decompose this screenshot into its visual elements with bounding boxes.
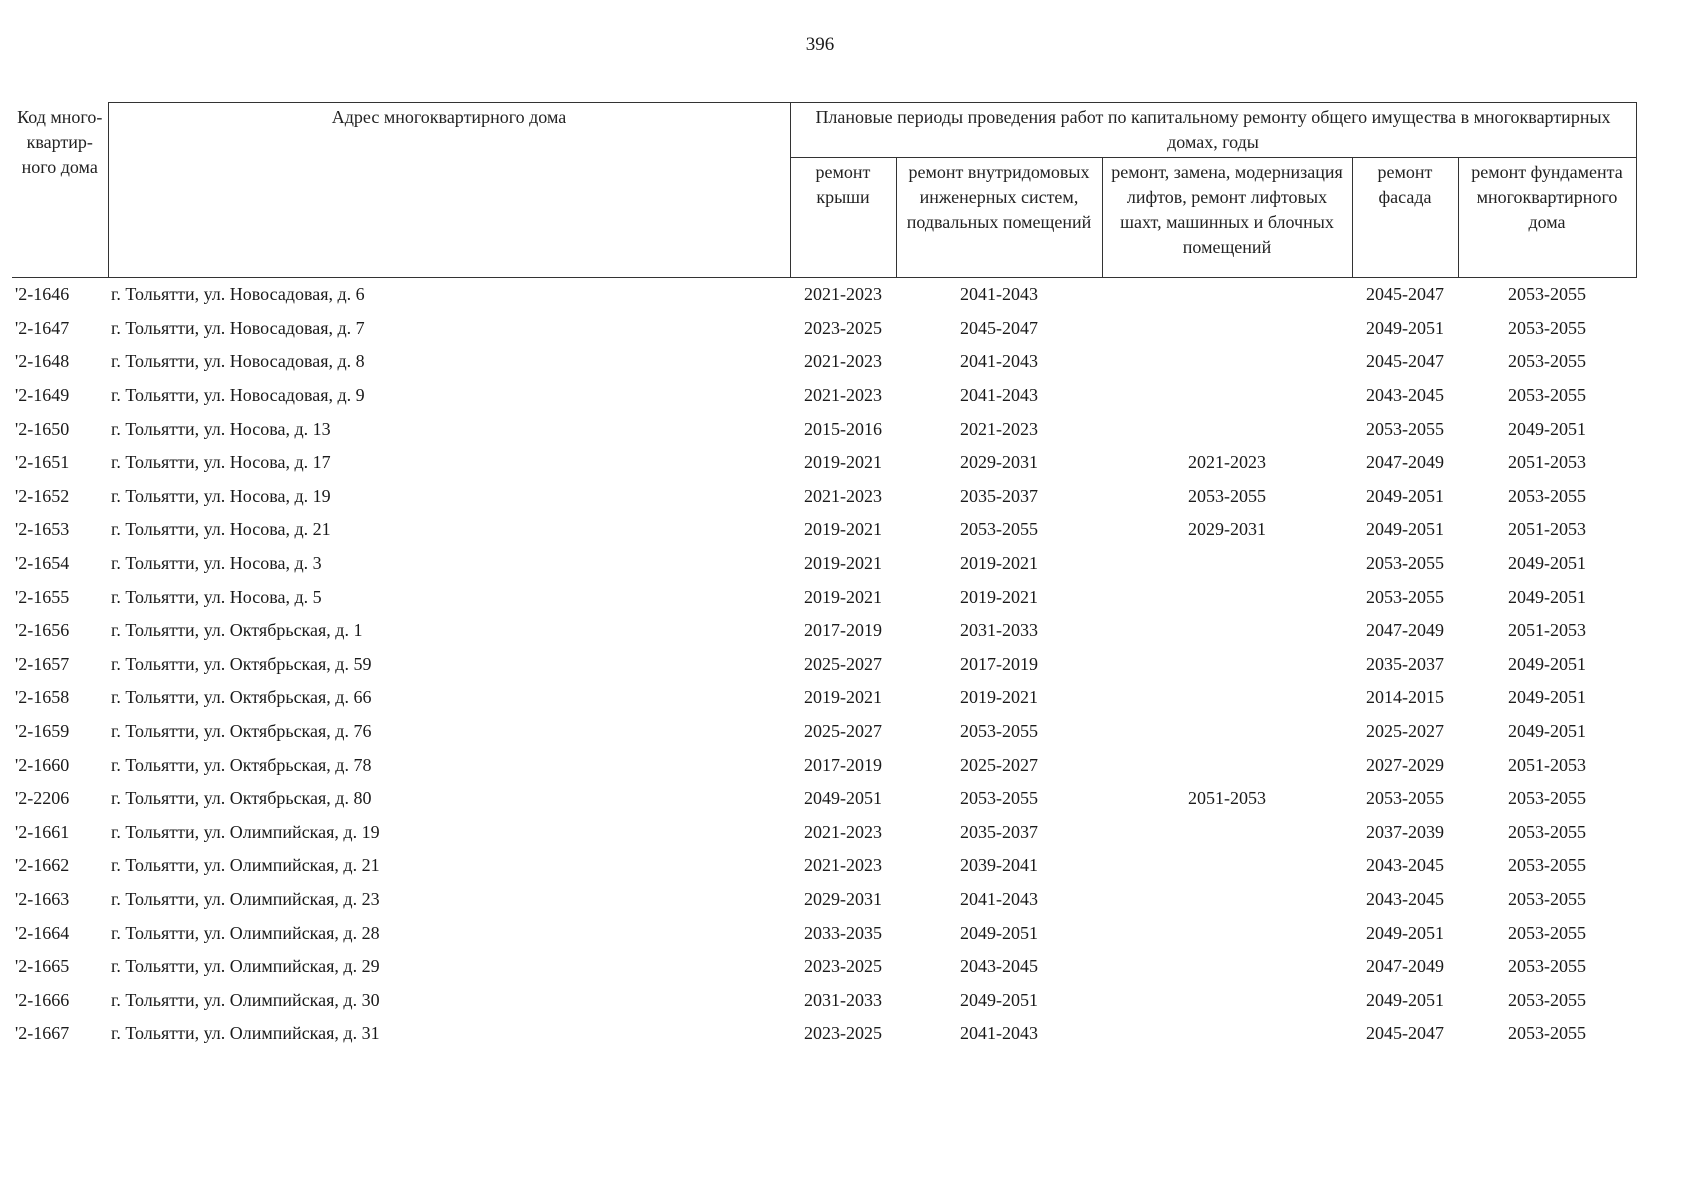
cell-code: '2-1652: [15, 485, 70, 506]
cell-foundation: 2053-2055: [1508, 1023, 1586, 1044]
cell-engineering: 2049-2051: [960, 989, 1038, 1010]
cell-code: '2-2206: [15, 788, 70, 809]
table-row: [12, 849, 1636, 883]
cell-facade: 2025-2027: [1366, 721, 1444, 742]
cell-facade: 2045-2047: [1366, 1023, 1444, 1044]
table-row: [12, 312, 1636, 346]
table-row: [12, 950, 1636, 984]
cell-address: г. Тольятти, ул. Новосадовая, д. 6: [111, 284, 365, 305]
cell-foundation: 2051-2053: [1508, 620, 1586, 641]
cell-roof: 2031-2033: [804, 989, 882, 1010]
cell-code: '2-1655: [15, 586, 70, 607]
cell-roof: 2019-2021: [804, 553, 882, 574]
cell-facade: 2049-2051: [1366, 317, 1444, 338]
cell-facade: 2043-2045: [1366, 855, 1444, 876]
cell-engineering: 2019-2021: [960, 687, 1038, 708]
cell-facade: 2053-2055: [1366, 788, 1444, 809]
cell-foundation: 2049-2051: [1508, 687, 1586, 708]
cell-foundation: 2053-2055: [1508, 351, 1586, 372]
cell-code: '2-1660: [15, 754, 70, 775]
cell-address: г. Тольятти, ул. Носова, д. 17: [111, 452, 331, 473]
cell-engineering: 2019-2021: [960, 586, 1038, 607]
cell-code: '2-1664: [15, 922, 70, 943]
cell-facade: 2053-2055: [1366, 586, 1444, 607]
cell-facade: 2043-2045: [1366, 888, 1444, 909]
cell-elevators: [1102, 312, 1352, 346]
cell-roof: 2023-2025: [804, 317, 882, 338]
cell-elevators: [1102, 983, 1352, 1017]
cell-roof: 2023-2025: [804, 1023, 882, 1044]
cell-elevators: 2051-2053: [1188, 788, 1266, 809]
table-row: [12, 412, 1636, 446]
cell-facade: 2047-2049: [1366, 620, 1444, 641]
cell-engineering: 2025-2027: [960, 754, 1038, 775]
header-periods-group: Плановые периоды проведения работ по капитальному ремонту общего имущества в многоквартирных домах, годы: [790, 103, 1636, 158]
header-roof: ремонт крыши: [790, 158, 896, 278]
cell-address: г. Тольятти, ул. Олимпийская, д. 23: [111, 888, 380, 909]
table-row: [12, 983, 1636, 1017]
cell-code: '2-1647: [15, 317, 70, 338]
cell-address: г. Тольятти, ул. Олимпийская, д. 31: [111, 1023, 380, 1044]
cell-engineering: 2021-2023: [960, 418, 1038, 439]
cell-roof: 2019-2021: [804, 586, 882, 607]
cell-roof: 2019-2021: [804, 687, 882, 708]
cell-elevators: [1102, 614, 1352, 648]
cell-elevators: [1102, 648, 1352, 682]
cell-facade: 2049-2051: [1366, 989, 1444, 1010]
header-engineering: ремонт внутридомовых инженерных систем, подвальных помещений: [896, 158, 1102, 278]
cell-address: г. Тольятти, ул. Носова, д. 5: [111, 586, 322, 607]
cell-foundation: 2049-2051: [1508, 418, 1586, 439]
cell-code: '2-1646: [15, 284, 70, 305]
cell-engineering: 2053-2055: [960, 721, 1038, 742]
cell-code: '2-1661: [15, 821, 70, 842]
cell-facade: 2053-2055: [1366, 418, 1444, 439]
table-body: [12, 278, 1636, 1051]
cell-foundation: 2049-2051: [1508, 553, 1586, 574]
cell-engineering: 2035-2037: [960, 821, 1038, 842]
table-row: [12, 345, 1636, 379]
page-number: 396: [805, 34, 835, 55]
table-row: [12, 513, 1636, 547]
cell-foundation: 2051-2053: [1508, 754, 1586, 775]
cell-foundation: 2053-2055: [1508, 855, 1586, 876]
cell-roof: 2033-2035: [804, 922, 882, 943]
table-row: [12, 883, 1636, 917]
table-row: [12, 681, 1636, 715]
cell-roof: 2017-2019: [804, 754, 882, 775]
cell-address: г. Тольятти, ул. Носова, д. 19: [111, 485, 331, 506]
cell-facade: 2047-2049: [1366, 956, 1444, 977]
table-row: [12, 748, 1636, 782]
cell-engineering: 2049-2051: [960, 922, 1038, 943]
cell-code: '2-1659: [15, 721, 70, 742]
cell-code: '2-1657: [15, 653, 70, 674]
table-row: [12, 614, 1636, 648]
cell-address: г. Тольятти, ул. Носова, д. 3: [111, 553, 322, 574]
cell-address: г. Тольятти, ул. Новосадовая, д. 7: [111, 317, 365, 338]
cell-foundation: 2053-2055: [1508, 821, 1586, 842]
table-row: [12, 379, 1636, 413]
cell-foundation: 2051-2053: [1508, 519, 1586, 540]
cell-code: '2-1654: [15, 553, 70, 574]
cell-elevators: [1102, 345, 1352, 379]
cell-facade: 2049-2051: [1366, 485, 1444, 506]
cell-engineering: 2043-2045: [960, 956, 1038, 977]
header-elevators: ремонт, замена, модернизация лифтов, ремонт лифтовых шахт, машинных и блочных помещений: [1102, 158, 1352, 278]
cell-code: '2-1650: [15, 418, 70, 439]
cell-engineering: 2053-2055: [960, 519, 1038, 540]
cell-code: '2-1663: [15, 888, 70, 909]
cell-foundation: 2053-2055: [1508, 485, 1586, 506]
cell-foundation: 2053-2055: [1508, 284, 1586, 305]
cell-foundation: 2049-2051: [1508, 653, 1586, 674]
cell-roof: 2029-2031: [804, 888, 882, 909]
cell-address: г. Тольятти, ул. Носова, д. 13: [111, 418, 331, 439]
cell-elevators: [1102, 883, 1352, 917]
cell-address: г. Тольятти, ул. Октябрьская, д. 66: [111, 687, 372, 708]
cell-foundation: 2049-2051: [1508, 586, 1586, 607]
cell-address: г. Тольятти, ул. Октябрьская, д. 80: [111, 788, 372, 809]
cell-facade: 2049-2051: [1366, 922, 1444, 943]
cell-address: г. Тольятти, ул. Олимпийская, д. 19: [111, 821, 380, 842]
cell-roof: 2021-2023: [804, 485, 882, 506]
cell-roof: 2017-2019: [804, 620, 882, 641]
cell-elevators: [1102, 547, 1352, 581]
cell-code: '2-1665: [15, 956, 70, 977]
cell-address: г. Тольятти, ул. Олимпийская, д. 29: [111, 956, 380, 977]
cell-engineering: 2039-2041: [960, 855, 1038, 876]
cell-foundation: 2053-2055: [1508, 989, 1586, 1010]
cell-roof: 2021-2023: [804, 284, 882, 305]
cell-code: '2-1658: [15, 687, 70, 708]
cell-foundation: 2053-2055: [1508, 385, 1586, 406]
cell-engineering: 2041-2043: [960, 385, 1038, 406]
cell-code: '2-1667: [15, 1023, 70, 1044]
cell-roof: 2025-2027: [804, 653, 882, 674]
cell-roof: 2021-2023: [804, 821, 882, 842]
cell-roof: 2015-2016: [804, 418, 882, 439]
cell-elevators: [1102, 278, 1352, 312]
header-address: Адрес многоквартирного дома: [108, 103, 790, 278]
cell-elevators: [1102, 681, 1352, 715]
cell-foundation: 2053-2055: [1508, 956, 1586, 977]
cell-foundation: 2053-2055: [1508, 922, 1586, 943]
cell-facade: 2014-2015: [1366, 687, 1444, 708]
cell-engineering: 2053-2055: [960, 788, 1038, 809]
cell-foundation: 2049-2051: [1508, 721, 1586, 742]
cell-engineering: 2041-2043: [960, 284, 1038, 305]
cell-engineering: 2045-2047: [960, 317, 1038, 338]
cell-foundation: 2053-2055: [1508, 317, 1586, 338]
cell-code: '2-1662: [15, 855, 70, 876]
cell-code: '2-1666: [15, 989, 70, 1010]
cell-elevators: [1102, 580, 1352, 614]
cell-engineering: 2041-2043: [960, 1023, 1038, 1044]
table-row: [12, 916, 1636, 950]
cell-elevators: [1102, 916, 1352, 950]
cell-code: '2-1653: [15, 519, 70, 540]
table-row: [12, 480, 1636, 514]
cell-address: г. Тольятти, ул. Олимпийская, д. 30: [111, 989, 380, 1010]
cell-facade: 2037-2039: [1366, 821, 1444, 842]
cell-address: г. Тольятти, ул. Носова, д. 21: [111, 519, 331, 540]
cell-engineering: 2017-2019: [960, 653, 1038, 674]
header-facade: ремонт фасада: [1352, 158, 1458, 278]
cell-facade: 2049-2051: [1366, 519, 1444, 540]
cell-elevators: [1102, 412, 1352, 446]
table-row: [12, 648, 1636, 682]
cell-facade: 2047-2049: [1366, 452, 1444, 473]
cell-address: г. Тольятти, ул. Олимпийская, д. 28: [111, 922, 380, 943]
cell-facade: 2043-2045: [1366, 385, 1444, 406]
cell-address: г. Тольятти, ул. Октябрьская, д. 1: [111, 620, 363, 641]
cell-address: г. Тольятти, ул. Олимпийская, д. 21: [111, 855, 380, 876]
cell-address: г. Тольятти, ул. Новосадовая, д. 8: [111, 351, 365, 372]
cell-elevators: 2053-2055: [1188, 485, 1266, 506]
cell-address: г. Тольятти, ул. Октябрьская, д. 78: [111, 754, 372, 775]
cell-address: г. Тольятти, ул. Новосадовая, д. 9: [111, 385, 365, 406]
table-row: [12, 816, 1636, 850]
cell-roof: 2023-2025: [804, 956, 882, 977]
cell-engineering: 2041-2043: [960, 351, 1038, 372]
cell-elevators: 2021-2023: [1188, 452, 1266, 473]
cell-code: '2-1656: [15, 620, 70, 641]
cell-roof: 2019-2021: [804, 452, 882, 473]
cell-engineering: 2041-2043: [960, 888, 1038, 909]
cell-roof: 2049-2051: [804, 788, 882, 809]
cell-engineering: 2019-2021: [960, 553, 1038, 574]
cell-elevators: [1102, 379, 1352, 413]
cell-code: '2-1649: [15, 385, 70, 406]
cell-elevators: [1102, 849, 1352, 883]
cell-elevators: [1102, 816, 1352, 850]
cell-foundation: 2053-2055: [1508, 788, 1586, 809]
cell-engineering: 2031-2033: [960, 620, 1038, 641]
cell-foundation: 2053-2055: [1508, 888, 1586, 909]
cell-elevators: [1102, 748, 1352, 782]
table-row: [12, 1017, 1636, 1051]
cell-roof: 2021-2023: [804, 855, 882, 876]
cell-elevators: [1102, 950, 1352, 984]
cell-elevators: [1102, 1017, 1352, 1051]
cell-facade: 2045-2047: [1366, 284, 1444, 305]
header-foundation: ремонт фундамента многоквартирного дома: [1458, 158, 1636, 278]
cell-facade: 2045-2047: [1366, 351, 1444, 372]
cell-roof: 2021-2023: [804, 385, 882, 406]
cell-roof: 2021-2023: [804, 351, 882, 372]
table-row: [12, 278, 1636, 312]
header-code: Код много-квартир-ного дома: [12, 103, 108, 278]
cell-facade: 2035-2037: [1366, 653, 1444, 674]
cell-code: '2-1651: [15, 452, 70, 473]
cell-elevators: [1102, 715, 1352, 749]
cell-roof: 2019-2021: [804, 519, 882, 540]
cell-roof: 2025-2027: [804, 721, 882, 742]
repair-schedule-table: [12, 102, 1637, 1051]
cell-engineering: 2035-2037: [960, 485, 1038, 506]
table-row: [12, 580, 1636, 614]
cell-engineering: 2029-2031: [960, 452, 1038, 473]
cell-address: г. Тольятти, ул. Октябрьская, д. 59: [111, 653, 372, 674]
cell-code: '2-1648: [15, 351, 70, 372]
table-row: [12, 446, 1636, 480]
cell-facade: 2053-2055: [1366, 553, 1444, 574]
cell-address: г. Тольятти, ул. Октябрьская, д. 76: [111, 721, 372, 742]
cell-elevators: 2029-2031: [1188, 519, 1266, 540]
table-row: [12, 547, 1636, 581]
cell-foundation: 2051-2053: [1508, 452, 1586, 473]
table-row: [12, 782, 1636, 816]
cell-facade: 2027-2029: [1366, 754, 1444, 775]
table-row: [12, 715, 1636, 749]
